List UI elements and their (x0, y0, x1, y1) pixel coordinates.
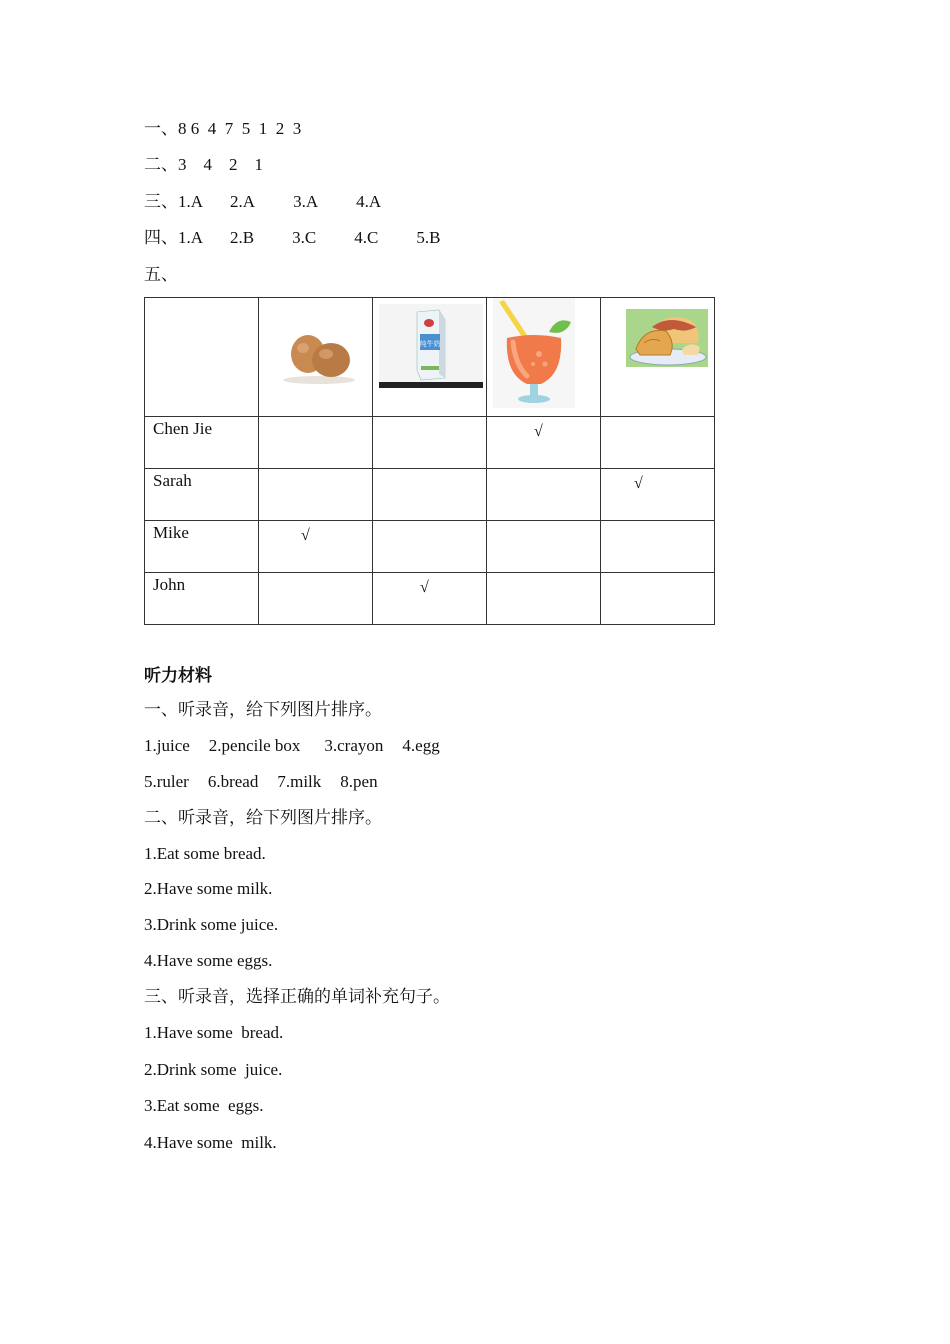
word-item: 8.pen (340, 772, 378, 791)
part3-item: 3.Eat some eggs. (144, 1096, 264, 1115)
row-name-cell (145, 417, 259, 469)
table-cell (373, 573, 487, 625)
table-cell (487, 469, 601, 521)
table-cell (259, 469, 373, 521)
word-item: 6.bread (207, 772, 259, 791)
answer-3-3: 3.A (293, 192, 319, 211)
empty-header-cell (145, 298, 259, 417)
word-item: 1.juice (144, 736, 190, 755)
word-item: 7.milk (277, 772, 322, 791)
part3-heading: 三、听录音，选择正确的单词补充句子。 (144, 987, 450, 1006)
part1-line1 (144, 736, 440, 756)
milk-carton-label: 纯牛奶 (419, 340, 441, 348)
row-name: Mike (153, 523, 189, 542)
word-item: 2.pencile box (208, 736, 301, 755)
part1-heading: 一、听录音，给下列图片排序。 (144, 700, 382, 719)
answer-3-4: 4.A (356, 192, 382, 211)
table-cell (373, 469, 487, 521)
milk-carton-icon (379, 304, 483, 388)
answer-4-3: 3.C (292, 228, 317, 247)
table-cell (601, 521, 715, 573)
table-row (145, 573, 715, 625)
row-name: John (153, 575, 186, 594)
answer-4-2: 2.B (230, 228, 255, 247)
table-cell (373, 417, 487, 469)
part3-item: 1.Have some bread. (144, 1023, 284, 1042)
row-name-cell (145, 573, 259, 625)
bread-icon (626, 309, 708, 367)
part2-heading: 二、听录音，给下列图片排序。 (144, 808, 382, 827)
check-mark: √ (534, 423, 543, 440)
table-cell (487, 521, 601, 573)
picture-row (145, 298, 715, 417)
table-cell (601, 469, 715, 521)
answer-section-3 (144, 192, 381, 212)
part2-item: 3.Drink some juice. (144, 915, 279, 934)
answer-4-4: 4.C (354, 228, 379, 247)
listening-title: 听力材料 (144, 666, 212, 685)
answer-section-1: 一、8 6 4 7 5 1 2 3 (144, 119, 302, 138)
table-cell (601, 417, 715, 469)
word-item: 4.egg (402, 736, 440, 755)
table-row (145, 469, 715, 521)
food-check-table (144, 297, 715, 625)
answer-section-4 (144, 228, 440, 248)
part2-item: 1.Eat some bread. (144, 844, 266, 863)
part3-item: 4.Have some milk. (144, 1133, 277, 1152)
part2-item: 4.Have some eggs. (144, 951, 273, 970)
answer-3-1: 三、1.A (144, 192, 204, 211)
table-cell (487, 417, 601, 469)
answer-4-5: 5.B (416, 228, 441, 247)
table-cell (259, 573, 373, 625)
table-cell (259, 521, 373, 573)
part1-line2 (144, 772, 378, 792)
word-item: 3.crayon (324, 736, 384, 755)
milk-cell (373, 298, 487, 417)
row-name-cell (145, 521, 259, 573)
bread-cell (601, 298, 715, 417)
egg-cell (259, 298, 373, 417)
answer-section-5: 五、 (144, 265, 178, 284)
check-mark: √ (301, 527, 310, 544)
row-name: Sarah (153, 471, 192, 490)
row-name: Chen Jie (153, 419, 213, 438)
table-cell (601, 573, 715, 625)
answer-section-2: 二、3 4 2 1 (144, 155, 263, 174)
table-cell (373, 521, 487, 573)
part3-item: 2.Drink some juice. (144, 1060, 283, 1079)
part2-item: 2.Have some milk. (144, 879, 273, 898)
check-mark: √ (634, 475, 643, 492)
table-row (145, 521, 715, 573)
table-cell (487, 573, 601, 625)
juice-glass-icon (493, 298, 575, 408)
table-row (145, 417, 715, 469)
answer-3-2: 2.A (230, 192, 256, 211)
table-cell (259, 417, 373, 469)
word-item: 5.ruler (144, 772, 189, 791)
row-name-cell (145, 469, 259, 521)
egg-icon (279, 330, 359, 384)
check-mark: √ (420, 579, 429, 596)
juice-cell (487, 298, 601, 417)
answer-4-1: 四、1.A (144, 228, 204, 247)
